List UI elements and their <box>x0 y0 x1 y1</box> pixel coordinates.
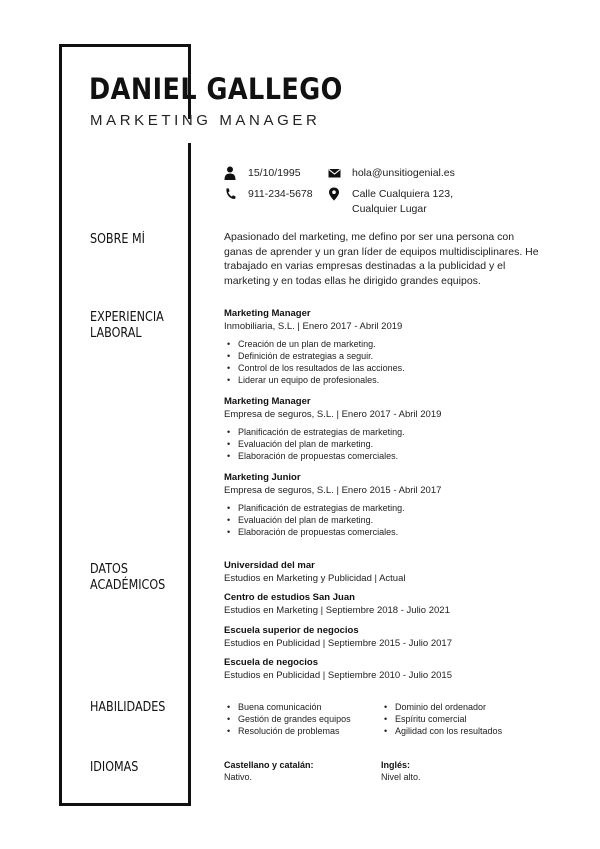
language-item <box>224 759 314 783</box>
education-school: Centro de estudios San Juan <box>224 592 355 603</box>
section-title-skills: HABILIDADES <box>90 700 166 715</box>
job-tasks <box>224 502 554 538</box>
job-task: • Planificación de estrategias de marketing. <box>224 426 554 438</box>
address-line1: Calle Cualquiera 123, <box>352 188 453 200</box>
education-item <box>224 592 554 617</box>
resume-frame <box>59 44 191 806</box>
language-level: Nativo. <box>224 772 253 782</box>
skill-item: • Gestión de grandes equipos <box>224 713 351 725</box>
skill-item: • Buena comunicación <box>224 701 351 713</box>
about-text: Apasionado del marketing, me defino por ser una persona con ganas de aprender y un gran líder de equipos multidisciplinares. He trabajado en varias empresas destinadas a la publicidad y el marketing y en todas ellas he dirigido grandes equipos. <box>224 231 539 287</box>
job-task: • Evaluación del plan de marketing. <box>224 514 554 526</box>
skills-list-left <box>224 701 351 737</box>
skill-item: • Espíritu comercial <box>381 713 502 725</box>
job-task: • Liderar un equipo de profesionales. <box>224 374 554 386</box>
location-pin-icon <box>328 187 340 201</box>
birthdate-text: 15/10/1995 <box>248 167 301 179</box>
education-item <box>224 625 554 650</box>
job-task: • Definición de estrategias a seguir. <box>224 350 554 362</box>
candidate-name: DANIEL GALLEGO <box>89 72 343 106</box>
section-title-education-line1: DATOS <box>90 562 128 577</box>
skill-item: • Resolución de problemas <box>224 725 351 737</box>
language-name: Castellano y catalán: <box>224 760 314 770</box>
language-name: Inglés: <box>381 760 411 770</box>
job-title: Marketing Manager <box>224 396 311 407</box>
education-details: Estudios en Publicidad | Septiembre 2015 - Julio 2017 <box>224 638 452 649</box>
experience-item <box>224 396 554 462</box>
education-school: Escuela de negocios <box>224 657 318 668</box>
job-task: • Evaluación del plan de marketing. <box>224 438 554 450</box>
person-icon <box>224 166 236 180</box>
job-task: • Planificación de estrategias de marketing. <box>224 502 554 514</box>
job-task: • Elaboración de propuestas comerciales. <box>224 450 554 462</box>
education-item <box>224 657 554 682</box>
job-company-dates: Empresa de seguros, S.L. | Enero 2017 - Abril 2019 <box>224 409 442 420</box>
email-link[interactable]: hola@unsitiogenial.es <box>352 167 455 179</box>
language-item <box>381 759 421 783</box>
job-task: • Control de los resultados de las acciones. <box>224 362 554 374</box>
job-company-dates: Inmobiliaria, S.L. | Enero 2017 - Abril 2019 <box>224 321 403 332</box>
section-title-education-line2: ACADÉMICOS <box>90 578 166 593</box>
education-school: Universidad del mar <box>224 560 315 571</box>
section-title-about: SOBRE MÍ <box>90 232 145 247</box>
job-company-dates: Empresa de seguros, S.L. | Enero 2015 - Abril 2017 <box>224 485 442 496</box>
frame-right-edge-bottom <box>188 143 191 806</box>
education-details: Estudios en Marketing | Septiembre 2018 - Julio 2021 <box>224 605 450 616</box>
experience-item <box>224 308 554 386</box>
language-level: Nivel alto. <box>381 772 421 782</box>
candidate-role: MARKETING MANAGER <box>90 112 321 129</box>
education-school: Escuela superior de negocios <box>224 625 359 636</box>
skill-item: • Agilidad con los resultados <box>381 725 502 737</box>
phone-icon <box>224 187 236 201</box>
address-line2: Cualquier Lugar <box>352 203 427 215</box>
job-title: Marketing Junior <box>224 472 301 483</box>
education-details: Estudios en Publicidad | Septiembre 2010 - Julio 2015 <box>224 670 452 681</box>
phone-text[interactable]: 911-234-5678 <box>248 188 313 200</box>
education-details: Estudios en Marketing y Publicidad | Actual <box>224 573 406 584</box>
section-title-education <box>90 562 165 594</box>
experience-item <box>224 472 554 538</box>
section-title-experience-line1: EXPERIENCIA <box>90 310 164 325</box>
section-title-experience <box>90 310 164 342</box>
section-title-experience-line2: LABORAL <box>90 326 142 341</box>
skills-list-right <box>381 701 502 737</box>
education-item <box>224 560 554 585</box>
job-tasks <box>224 426 554 462</box>
skill-item: • Dominio del ordenador <box>381 701 502 713</box>
job-tasks <box>224 338 554 386</box>
envelope-icon <box>328 166 341 180</box>
job-title: Marketing Manager <box>224 308 311 319</box>
job-task: • Creación de un plan de marketing. <box>224 338 554 350</box>
section-title-languages: IDIOMAS <box>90 760 139 775</box>
job-task: • Elaboración de propuestas comerciales. <box>224 526 554 538</box>
